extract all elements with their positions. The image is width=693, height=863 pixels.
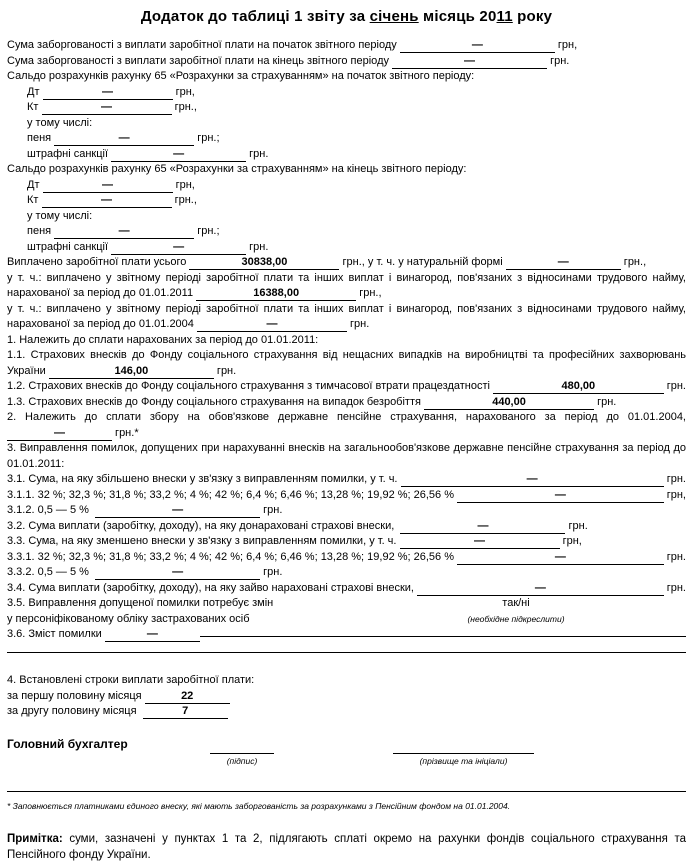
label: грн, xyxy=(172,178,195,191)
label: у персоніфікованому обліку застрахованих осіб xyxy=(7,612,250,625)
label: 3.6. Зміст помилки xyxy=(7,628,105,640)
label: грн., xyxy=(356,287,382,299)
label: Дт xyxy=(27,85,43,98)
label: 1.3. Страхових внесків до Фонду соціального страхування на випадок безробіття xyxy=(7,395,425,408)
label: за другу половину місяця xyxy=(7,705,143,717)
row-p3-1 xyxy=(7,472,686,488)
paid-inkind-value[interactable]: — xyxy=(506,256,621,270)
label: грн. xyxy=(663,550,686,563)
label: у т. ч.: виплачено у звітному періоді заробітної плати та інших виплат і винагород, пов'язаних з відносинами трудового найму, нарахованої за період до 01.01.2004 xyxy=(7,302,686,330)
form-body xyxy=(7,38,686,720)
label: грн.; xyxy=(194,225,220,237)
title-suf: року xyxy=(512,8,553,25)
month-value[interactable]: січень xyxy=(369,8,419,25)
label: Дт xyxy=(27,178,43,191)
label: 3.1.2. 0,5 — 5 % xyxy=(7,504,96,516)
underline-hint: (необхідне підкреслити) xyxy=(467,613,565,624)
row-paid-2004 xyxy=(7,302,686,333)
label: 3.2. Сума виплати (заробітку, доходу), на яку донараховані страхові внески, xyxy=(7,519,401,532)
name-field[interactable] xyxy=(393,743,534,766)
label: 3. Виправлення помилок, допущених при нарахуванні внесків на загальнообов'язкове державне пенсійне страхування за період до 01.01.2011: xyxy=(7,442,686,470)
label: 3.3.2. 0,5 — 5 % xyxy=(7,566,96,578)
signature-row xyxy=(7,735,686,777)
label: 3.5. Виправлення допущеної помилки потребує змін xyxy=(7,597,274,609)
unemployment-fund-value[interactable]: 440,00 xyxy=(424,396,594,410)
label: 3.4. Сума виплати (заробітку, доходу), на яку зайво нараховані страхові внески, xyxy=(7,581,418,594)
row-p3-3-1 xyxy=(7,550,686,566)
row-including-end xyxy=(7,209,686,225)
label: штрафні санкції xyxy=(27,147,112,160)
row-saldo-end-header xyxy=(7,162,686,178)
row-p3-5 xyxy=(7,596,686,612)
row-p1-1 xyxy=(7,348,686,379)
label: Кт xyxy=(27,101,42,113)
paid-total-value[interactable]: 30838,00 xyxy=(189,256,339,270)
signature-line[interactable] xyxy=(210,743,274,754)
increase-sum-value[interactable]: — xyxy=(401,473,664,487)
added-payout-value[interactable]: — xyxy=(400,520,565,534)
label: грн. xyxy=(663,380,686,392)
label: грн. xyxy=(260,566,283,578)
chief-accountant-label: Головний бухгалтер xyxy=(7,736,128,751)
note-paragraph xyxy=(7,831,686,863)
row-fines-start xyxy=(7,147,686,163)
error-content-line[interactable] xyxy=(200,636,686,637)
increase-rates-value[interactable]: — xyxy=(457,489,664,503)
row-dt-start xyxy=(7,85,686,101)
label: 1.1. Страхових внесків до Фонду соціального страхування від нещасних випадків на виробництві та професійних захворювань України xyxy=(7,349,686,377)
label: Сума заборгованості з виплати заробітної плати на кінець звітного періоду xyxy=(7,54,393,67)
label: грн., у т. ч. у натуральній формі xyxy=(339,256,506,268)
label: грн., xyxy=(620,256,647,268)
penalty-end-value[interactable]: — xyxy=(54,225,194,239)
label: грн.; xyxy=(194,132,220,144)
signature-field[interactable] xyxy=(210,743,274,766)
row-p3-1-2 xyxy=(7,503,686,519)
yes-no-choice[interactable]: так/ні xyxy=(502,597,530,609)
label: штрафні санкції xyxy=(27,240,112,253)
label: грн. xyxy=(565,519,588,532)
row-penalty-end xyxy=(7,224,686,240)
decrease-sum-value[interactable]: — xyxy=(400,535,560,549)
fines-start-value[interactable]: — xyxy=(111,148,246,162)
row-penalty-start xyxy=(7,131,686,147)
footnote-text: * Заповнюється платниками єдиного внеску, які мають заборгованість за розрахунками з Пенсійним фондом на 01.01.2004. xyxy=(7,800,511,811)
penalty-start-value[interactable]: — xyxy=(54,132,194,146)
second-half-day-value[interactable]: 7 xyxy=(143,705,228,719)
row-p1-3 xyxy=(7,395,686,411)
pension-2004-value[interactable]: — xyxy=(7,427,112,441)
kt-start-value[interactable]: — xyxy=(42,101,172,115)
label: 1. Належить до сплати нарахованих за період до 01.01.2011: xyxy=(7,333,319,346)
footer-divider xyxy=(7,791,686,792)
dt-end-value[interactable]: — xyxy=(43,179,173,193)
decrease-rates-value[interactable]: — xyxy=(457,551,664,565)
row-debt-start xyxy=(7,38,686,54)
label: Сума заборгованості з виплати заробітної плати на початок звітного періоду xyxy=(7,39,400,51)
page-title xyxy=(7,8,686,25)
label: грн., xyxy=(171,101,197,113)
title-pre: Додаток до таблиці 1 звіту за xyxy=(140,8,370,25)
label: 2. Належить до сплати збору на обов'язкове державне пенсійне страхування, нарахованого за період до 01.01.2004, xyxy=(7,411,686,423)
row-p3-3 xyxy=(7,534,686,550)
label: грн., xyxy=(171,194,197,206)
label: грн, xyxy=(172,85,195,98)
note-label: Примітка: xyxy=(7,832,63,845)
label: 1.2. Страхових внесків до Фонду соціального страхування з тимчасової втрати працездатності xyxy=(7,380,494,392)
label: грн. xyxy=(663,581,686,594)
decrease-low-rate-value[interactable]: — xyxy=(95,566,260,580)
row-fines-end xyxy=(7,240,686,256)
accident-fund-value[interactable]: 146,00 xyxy=(49,365,214,379)
label: грн. xyxy=(246,147,269,160)
dt-start-value[interactable]: — xyxy=(43,86,173,100)
disability-fund-value[interactable]: 480,00 xyxy=(493,380,664,394)
year-digits[interactable]: 11 xyxy=(496,8,513,25)
label: 3.1. Сума, на яку збільшено внески у зв'язку з виправленням помилки, у т. ч. xyxy=(7,473,401,485)
name-line[interactable] xyxy=(393,743,534,754)
label: 3.3. Сума, на яку зменшено внески у зв'язку з виправленням помилки, у т. ч. xyxy=(7,535,400,547)
row-p4-second-half xyxy=(7,704,686,720)
signature-caption: (підпис) xyxy=(226,755,258,766)
label: грн, xyxy=(663,488,686,501)
row-debt-end xyxy=(7,54,686,70)
label: грн.* xyxy=(112,426,139,439)
row-p3-4 xyxy=(7,581,686,597)
row-p3-5b xyxy=(7,612,686,628)
row-dt-end xyxy=(7,178,686,194)
title-mid: місяць 20 xyxy=(418,8,497,25)
increase-low-rate-value[interactable]: — xyxy=(95,504,260,518)
error-content-line-2[interactable] xyxy=(7,652,686,653)
row-p4-header xyxy=(7,673,686,689)
note-text: суми, зазначені у пунктах 1 та 2, підлягають сплаті окремо на рахунки фондів соціального страхування та Пенсійного фонду України. xyxy=(7,832,686,861)
label: грн. xyxy=(213,364,237,377)
row-p1-2 xyxy=(7,379,686,395)
row-paid-total xyxy=(7,255,686,271)
label: грн. xyxy=(663,473,686,485)
debt-end-value[interactable]: — xyxy=(392,55,547,69)
row-p2 xyxy=(7,410,686,441)
row-p3-2 xyxy=(7,519,686,535)
row-error-extra-line xyxy=(7,652,686,668)
name-caption: (прізвище та ініціали) xyxy=(419,755,508,766)
row-saldo-start-header xyxy=(7,69,686,85)
row-paid-2011 xyxy=(7,271,686,302)
row-p3-1-1 xyxy=(7,488,686,504)
first-half-day-value[interactable]: 22 xyxy=(145,690,230,704)
error-content-value[interactable]: — xyxy=(105,628,200,642)
row-kt-start xyxy=(7,100,686,116)
label: грн, xyxy=(559,535,582,547)
fines-end-value[interactable]: — xyxy=(111,241,246,255)
label: пеня xyxy=(27,225,55,237)
row-p3-3-2 xyxy=(7,565,686,581)
label: грн. xyxy=(246,240,269,253)
paid-2011-value[interactable]: 16388,00 xyxy=(196,287,356,301)
row-p3-header xyxy=(7,441,686,472)
row-kt-end xyxy=(7,193,686,209)
label: у тому числі: xyxy=(27,116,93,129)
label: грн. xyxy=(547,54,570,67)
label: пеня xyxy=(27,132,55,144)
debt-start-value[interactable]: — xyxy=(400,39,555,53)
label: Сальдо розрахунків рахунку 65 «Розрахунки за страхуванням» на кінець звітного періоду: xyxy=(7,163,467,175)
label: грн. xyxy=(346,318,370,330)
label: у тому числі: xyxy=(27,209,93,222)
paid-2004-value[interactable]: — xyxy=(197,318,347,332)
label: Виплачено заробітної плати усього xyxy=(7,256,190,268)
label: 4. Встановлені строки виплати заробітної плати: xyxy=(7,674,255,686)
excess-payout-value[interactable]: — xyxy=(417,582,664,596)
label: Кт xyxy=(27,194,42,206)
row-including-start xyxy=(7,116,686,132)
row-p3-6 xyxy=(7,627,686,643)
label: грн, xyxy=(554,39,578,51)
label: 3.1.1. 32 %; 32,3 %; 31,8 %; 33,2 %; 4 %; 42 %; 6,4 %; 6,46 %; 13,28 %; 19,92 %; 26,56 % xyxy=(7,488,458,501)
label: за першу половину місяця xyxy=(7,689,145,702)
label: Сальдо розрахунків рахунку 65 «Розрахунки за страхуванням» на початок звітного періоду: xyxy=(7,70,475,82)
label: 3.3.1. 32 %; 32,3 %; 31,8 %; 33,2 %; 4 %; 42 %; 6,4 %; 6,46 %; 13,28 %; 19,92 %; 26,56 % xyxy=(7,550,458,563)
row-p4-first-half xyxy=(7,689,686,705)
kt-end-value[interactable]: — xyxy=(42,194,172,208)
row-p1-header xyxy=(7,333,686,349)
label: грн. xyxy=(594,395,617,408)
label: грн. xyxy=(260,504,283,516)
label: у т. ч.: виплачено у звітному періоді заробітної плати та інших виплат і винагород, пов'язаних з відносинами трудового найму, нарахованої за період до 01.01.2011 xyxy=(7,271,686,299)
